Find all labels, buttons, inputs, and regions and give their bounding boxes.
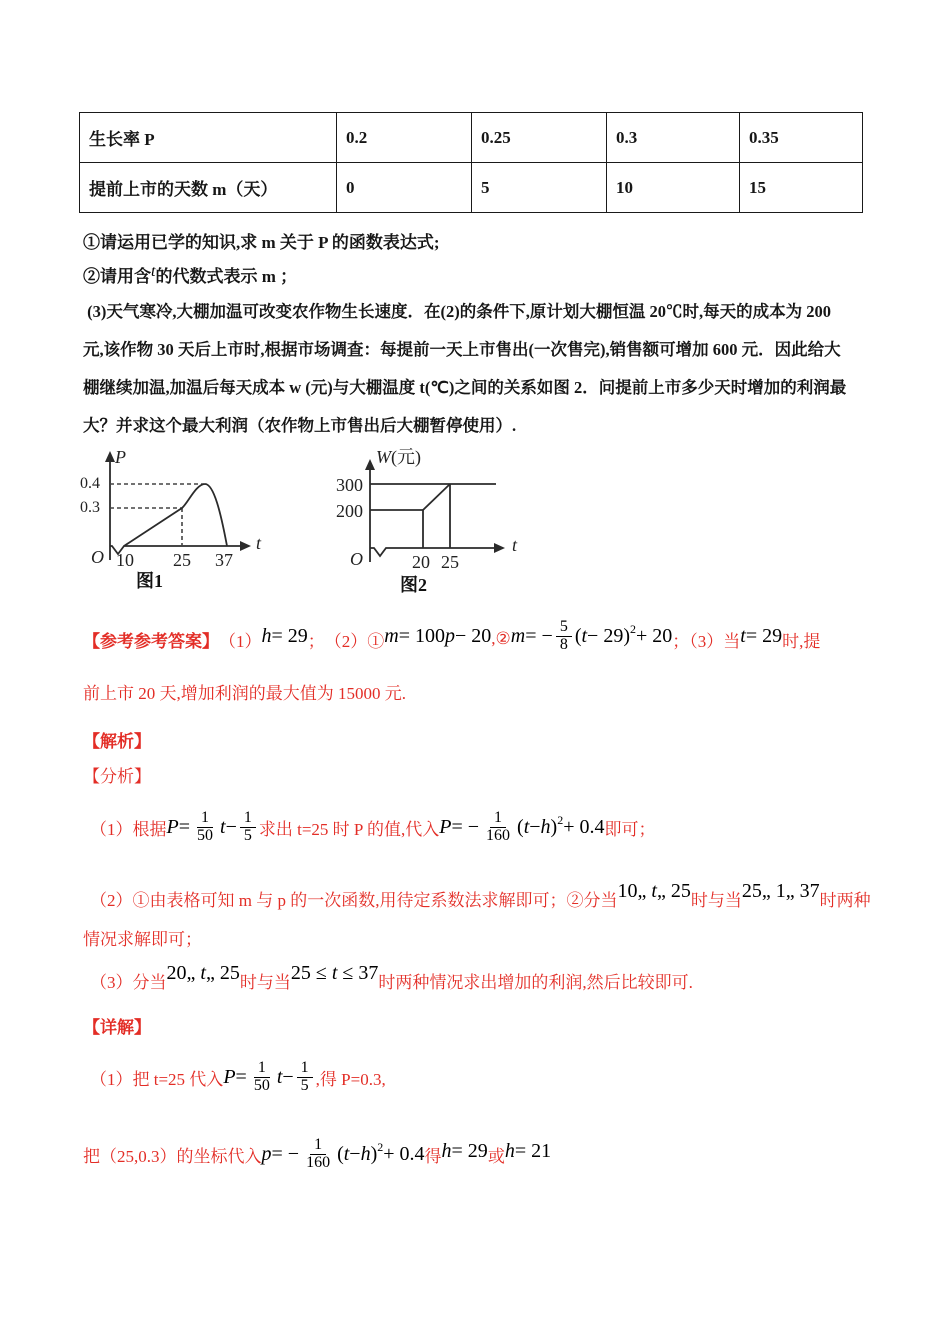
fig1-x-axis-label: t (256, 533, 262, 553)
fig1-ytick-0.3: 0.3 (80, 499, 100, 516)
answer-tail: 时,提 (782, 631, 821, 651)
var: P (166, 815, 179, 838)
op: − (349, 1142, 361, 1165)
denominator: 160 (306, 1153, 331, 1171)
var: p (445, 624, 456, 647)
answer-n1: （1） (219, 631, 262, 651)
var: m (510, 624, 526, 647)
formula-h29b (442, 1140, 488, 1163)
fraction (302, 1137, 334, 1172)
fig1-y-axis-label: P (115, 447, 126, 467)
fig2-w-var: W (376, 447, 391, 467)
text: ,得 P=0.3, (315, 1069, 386, 1089)
fraction (250, 1060, 274, 1095)
op: − (225, 815, 237, 838)
fig2-y-axis-label (376, 448, 421, 466)
var: t (740, 624, 746, 647)
val: ≤ 37 (337, 961, 379, 984)
question-2-text2: 的代数式表示 m ； (155, 267, 298, 286)
fig2-caption: 图2 (400, 575, 427, 595)
formula-p-quadratic: p = − $\frac{1}{160}$ ( t − h ) 2 + 0.4 (261, 1135, 425, 1171)
answer-semi1: ； (307, 631, 325, 651)
fig1-xtick-25: 25 (173, 550, 191, 570)
var: t (276, 1065, 283, 1088)
detail-line-1 (90, 1048, 386, 1106)
var: t (343, 1142, 350, 1165)
growth-curve (124, 484, 227, 546)
paren: ) (370, 1142, 378, 1165)
fig1-ytick-0.4: 0.4 (80, 475, 100, 492)
numerator: 1 (297, 1060, 313, 1078)
text: （3）分当 (90, 972, 167, 992)
problem-paragraph-3 (83, 293, 883, 445)
table-cell: 提前上市的天数 m（天） (80, 163, 337, 213)
var: h (504, 1139, 515, 1162)
text: 把（25,0.3）的坐标代入 (83, 1146, 262, 1166)
answer-line-1 (83, 608, 820, 670)
var: h (441, 1139, 452, 1162)
var: h (261, 624, 272, 647)
table-row (80, 113, 863, 163)
question-2 (83, 262, 297, 287)
var: t (581, 624, 588, 647)
answer-n2: （2）① (324, 631, 385, 651)
fraction (482, 810, 514, 845)
fraction (297, 1060, 313, 1095)
answer-comma2: ,② (491, 629, 511, 648)
denominator: 50 (253, 1076, 270, 1094)
paren: ( (574, 624, 582, 647)
text: （1）根据 (90, 819, 167, 839)
fenxi-header: 【分析】 (83, 767, 151, 786)
text: 得 (424, 1146, 442, 1166)
analysis-line-3 (90, 958, 693, 1002)
y-axis-arrow (365, 459, 375, 470)
formula-ineq1 (617, 880, 690, 903)
formula-ineq3 (167, 962, 240, 985)
detail-line-2 (83, 1122, 551, 1186)
denominator: 5 (300, 1076, 309, 1094)
val: 25„ 1„ 37 (741, 879, 820, 902)
table-cell: 0 (337, 163, 472, 213)
denominator: 160 (486, 826, 511, 844)
var-t: t (151, 262, 156, 280)
fig2-x-axis-label: t (512, 535, 518, 555)
val: + 20 (636, 624, 673, 647)
question-1: ①请运用已学的知识,求 m 关于 P 的函数表达式; (83, 233, 440, 252)
val: − 20 (455, 624, 492, 647)
text: 求出 t=25 时 P 的值,代入 (258, 819, 440, 839)
table-row (80, 163, 863, 213)
jiexi-header: 【解析】 (83, 732, 151, 751)
val: 20„ (166, 961, 201, 984)
answer-line-2: 前上市 20 天,增加利润的最大值为 15000 元. (83, 684, 406, 703)
fraction (193, 810, 217, 845)
val: 10„ (617, 879, 652, 902)
var: p (261, 1142, 272, 1165)
text: 即可； (604, 819, 656, 839)
figure-1-plot (78, 448, 273, 596)
denominator: 8 (559, 635, 568, 653)
growth-rate-table (79, 112, 863, 213)
val: = 21 (514, 1139, 552, 1162)
table-cell: 0.35 (740, 113, 863, 163)
answer-semi3: ；（3）当 (672, 631, 741, 651)
val: − 29) (587, 624, 630, 647)
val: 25 ≤ (290, 961, 332, 984)
x-axis-arrow (494, 543, 505, 553)
fig1-origin-label: O (91, 547, 104, 567)
val: „ 25 (656, 879, 691, 902)
op: = − (451, 815, 480, 838)
x-axis-arrow (240, 541, 251, 551)
formula-P-linear (167, 810, 259, 845)
text: （1）把 t=25 代入 (90, 1069, 224, 1089)
numerator: 1 (490, 810, 506, 828)
answer-header: 【参考参考答案】 (83, 631, 219, 651)
paren: ( (517, 815, 524, 838)
var: h (360, 1142, 371, 1165)
val: + 0.4 (563, 815, 605, 838)
paren: ) (550, 815, 558, 838)
denominator: 50 (197, 826, 213, 844)
text: 时两种情况求出增加的利润,然后比较即可. (378, 972, 693, 992)
analysis-line-2 (90, 876, 871, 920)
table-cell: 10 (607, 163, 740, 213)
numerator: 1 (240, 810, 256, 828)
op: = − (271, 1142, 300, 1165)
y-axis-arrow (105, 451, 115, 462)
paren: ( (337, 1142, 344, 1165)
paragraph-line: 元,该作物 30 天后上市时,根据市场调查：每提前一天上市售出(一次售完),销售额可增加 600 元．因此给大 (83, 340, 841, 359)
formula-P-quadratic: P = − $\frac{1}{160}$ ( t − h ) 2 + 0.4 (439, 808, 605, 844)
val: = 100 (398, 624, 446, 647)
val: = 29 (271, 624, 308, 647)
figure-2-graph (328, 448, 528, 600)
numerator: 5 (556, 619, 572, 637)
op: = (235, 1065, 247, 1088)
var: t (331, 961, 338, 984)
formula-ineq2 (742, 880, 820, 903)
formula-mquad: m = − $\frac{5}{8}$ ( t − 29) 2 + 20 (510, 617, 673, 653)
formula-h21 (505, 1140, 551, 1163)
fig2-ytick-300: 300 (336, 475, 363, 495)
analysis-line-1 (90, 796, 655, 858)
figure-1-graph (78, 448, 273, 596)
fig2-unit: (元) (391, 447, 421, 467)
paragraph-line: (3)天气寒冷,大棚加温可改变农作物生长速度．在(2)的条件下,原计划大棚恒温 20℃时,每天的成本为 200 (83, 302, 831, 321)
table-cell: 0.3 (607, 113, 740, 163)
text: （2）①由表格可知 m 与 p 的一次函数,用待定系数法求解即可；②分当 (90, 890, 618, 910)
fig2-xtick-20: 20 (412, 552, 430, 572)
val: = 29 (745, 624, 783, 647)
var: t (523, 815, 530, 838)
val: „ 25 (205, 961, 240, 984)
table-cell: 生长率 P (80, 113, 337, 163)
text: 时与当 (239, 972, 291, 992)
var: h (540, 815, 551, 838)
numerator: 1 (254, 1060, 270, 1078)
fraction (556, 619, 572, 654)
formula-P-linear-2 (223, 1060, 315, 1095)
fig1-xtick-10: 10 (116, 550, 134, 570)
op: = (178, 815, 190, 838)
xiangjie-header: 【详解】 (83, 1018, 151, 1037)
denominator: 5 (243, 826, 252, 844)
fraction (240, 810, 256, 845)
fig1-caption: 图1 (136, 571, 163, 591)
text: 或 (487, 1146, 505, 1166)
numerator: 1 (197, 810, 213, 828)
fig1-xtick-37: 37 (215, 550, 233, 570)
val: + 0.4 (383, 1142, 425, 1165)
var: t (200, 961, 206, 984)
table-cell: 0.25 (472, 113, 607, 163)
op: − (282, 1065, 294, 1088)
var: P (223, 1065, 236, 1088)
op: = − (525, 624, 553, 647)
formula-m100p (384, 625, 491, 648)
question-2-text: ②请用含 (83, 267, 151, 286)
var: m (384, 624, 399, 647)
op: − (529, 815, 541, 838)
table-cell: 5 (472, 163, 607, 213)
var: t (220, 815, 226, 838)
formula-ineq4 (291, 962, 379, 985)
fig2-origin-label: O (350, 549, 363, 569)
paragraph-line: 棚继续加温,加温后每天成本 w (元)与大棚温度 t(℃)之间的关系如图 2．问提前上市多少天时增加的利润最 (83, 378, 847, 397)
fig2-xtick-25: 25 (441, 552, 459, 572)
paragraph-line: 大？并求这个最大利润（农作物上市售出后大棚暂停使用）. (83, 416, 517, 435)
numerator: 1 (310, 1137, 326, 1155)
var: t (651, 879, 657, 902)
fig2-ytick-200: 200 (336, 501, 363, 521)
formula-h29 (262, 625, 308, 648)
table-cell: 15 (740, 163, 863, 213)
table-cell: 0.2 (337, 113, 472, 163)
formula-t29 (740, 625, 782, 648)
figure-2-plot (328, 448, 528, 600)
analysis-line-2-cont: 情况求解即可； (83, 930, 202, 949)
text: 时与当 (690, 890, 742, 910)
var: P (439, 815, 452, 838)
val: = 29 (451, 1139, 488, 1162)
text: 时两种 (819, 890, 871, 910)
